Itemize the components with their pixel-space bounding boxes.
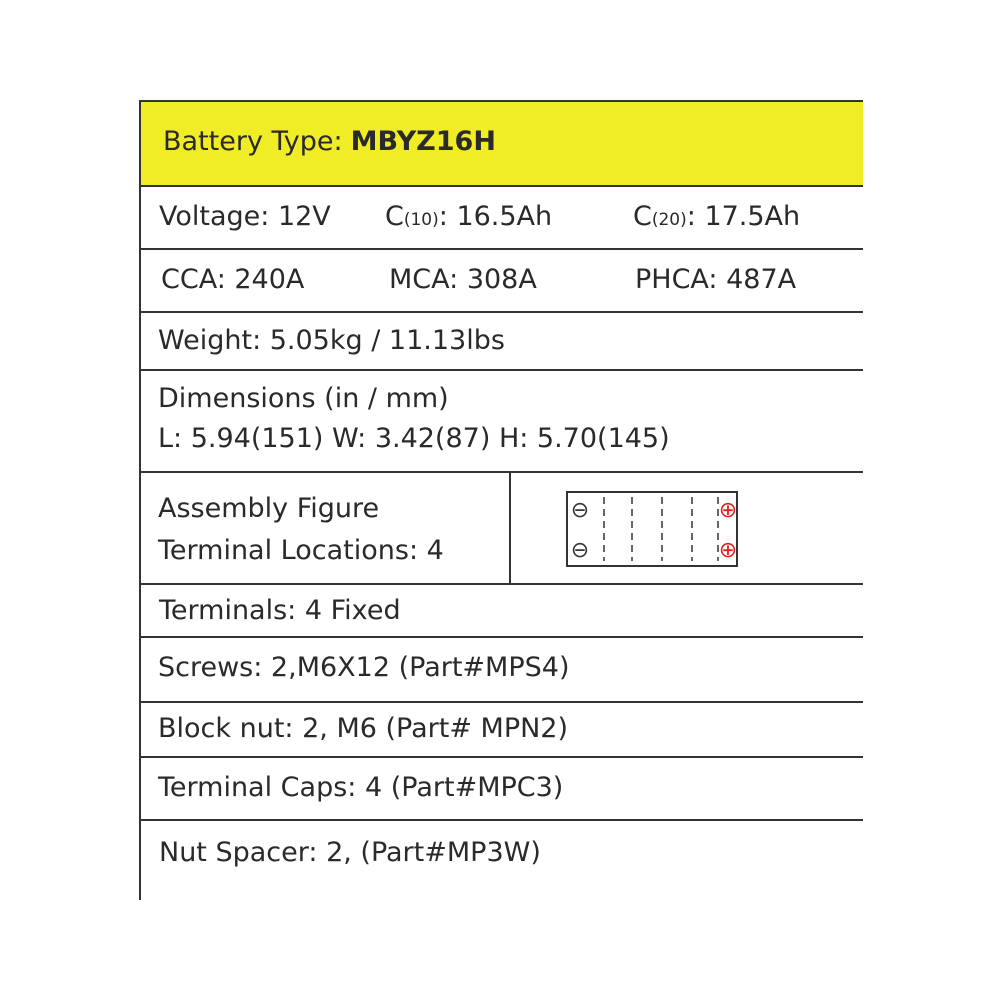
nut-spacer-text: Nut Spacer: 2, (Part#MP3W): [159, 837, 541, 868]
block-nut-text: Block nut: 2, M6 (Part# MPN2): [158, 713, 569, 744]
negative-terminal-top-icon: ⊖: [570, 498, 590, 523]
assembly-figure-label: Assembly Figure: [158, 493, 380, 524]
block-nut-row: [141, 701, 863, 756]
phca-text: PHCA: 487A: [635, 264, 797, 295]
terminal-caps-text: Terminal Caps: 4 (Part#MPC3): [158, 772, 564, 803]
voltage-text: Voltage: 12V: [159, 201, 331, 232]
terminals-row: [141, 583, 863, 636]
c10-capacity: [385, 201, 552, 232]
screws-row: [141, 636, 863, 701]
electrical-row-1: [141, 185, 863, 248]
cca-text: CCA: 240A: [161, 264, 305, 295]
positive-terminal-bottom-icon: ⊕: [718, 538, 738, 563]
assembly-divider: [509, 473, 511, 583]
terminal-layout-figure: [566, 491, 738, 567]
c20-value: : 17.5Ah: [686, 201, 801, 232]
battery-type-value: MBYZ16H: [350, 126, 496, 157]
weight-row: [141, 311, 863, 369]
battery-type-header: [141, 100, 863, 185]
c10-sub: (10): [403, 210, 439, 230]
c10-value: : 16.5Ah: [438, 201, 553, 232]
battery-type-caption: Battery Type:: [163, 126, 343, 157]
battery-type-label: [163, 126, 496, 157]
electrical-row-2: [141, 248, 863, 311]
terminal-locations-label: Terminal Locations: 4: [158, 535, 444, 566]
assembly-row: [141, 471, 863, 583]
c20-sub: (20): [651, 210, 687, 230]
battery-outline: [567, 492, 737, 566]
positive-terminal-top-icon: ⊕: [718, 498, 738, 523]
dimensions-row: [141, 369, 863, 471]
c20-prefix: C: [633, 201, 652, 232]
dimensions-title: Dimensions (in / mm): [158, 383, 449, 414]
c20-capacity: [633, 201, 800, 232]
c10-prefix: C: [385, 201, 404, 232]
terminal-caps-row: [141, 756, 863, 819]
battery-spec-sheet: [139, 100, 863, 900]
weight-text: Weight: 5.05kg / 11.13lbs: [158, 325, 505, 356]
screws-text: Screws: 2,M6X12 (Part#MPS4): [158, 652, 570, 683]
dimensions-values: L: 5.94(151) W: 3.42(87) H: 5.70(145): [158, 423, 670, 454]
terminals-text: Terminals: 4 Fixed: [159, 595, 401, 626]
nut-spacer-row: [141, 819, 863, 900]
mca-text: MCA: 308A: [389, 264, 537, 295]
negative-terminal-bottom-icon: ⊖: [570, 538, 590, 563]
